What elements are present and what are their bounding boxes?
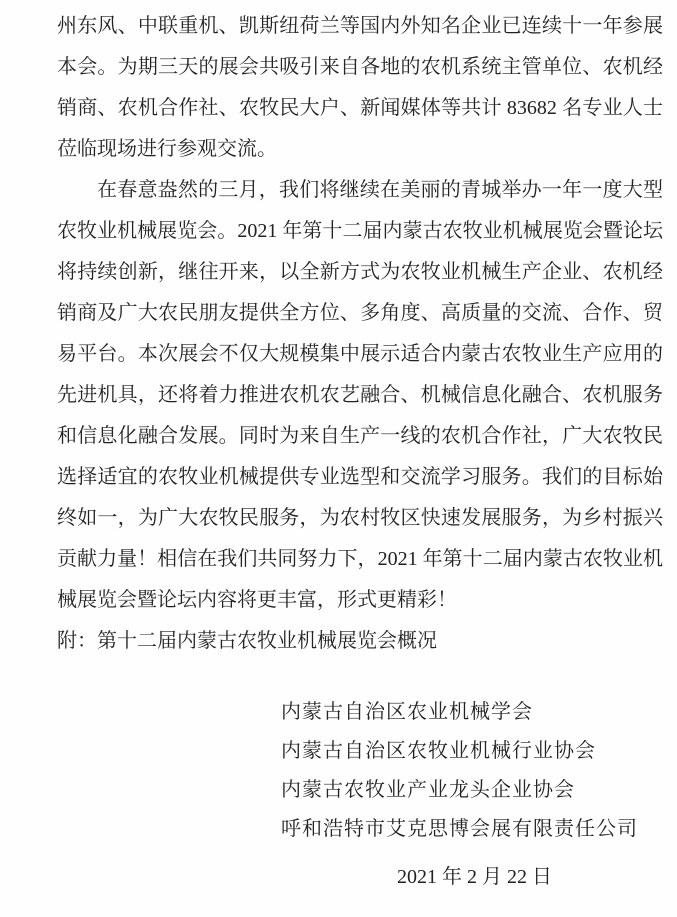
attachment-note: 附：第十二届内蒙古农牧业机械展览会概况	[57, 630, 437, 652]
document-body	[57, 6, 663, 662]
signature-block	[281, 693, 638, 849]
document-date: 2021 年 2 月 22 日	[397, 866, 552, 888]
signatory-association-1: 内蒙古自治区农业机械学会	[281, 701, 533, 723]
signatory-company: 呼和浩特市艾克思博会展有限责任公司	[281, 818, 638, 840]
signatory-association-3: 内蒙古农牧业产业龙头企业协会	[281, 779, 575, 801]
signatory-association-2: 内蒙古自治区农牧业机械行业协会	[281, 740, 596, 762]
paragraph-main: 在春意盎然的三月，我们将继续在美丽的青城举办一年一度大型农牧业机械展览会。2021 年第十二届内蒙古农牧业机械展览会暨论坛将持续创新，继往开来，以全新方式为农牧业机械生产企业、农机经销商及广大农民朋友提供全方位、多角度、高质量的交流、合作、贸易平台。本次展会不仅大规模集中展示适合内蒙古农牧业生产应用的先进机具，还将着力推进农机农艺融合、机械信息化融合、农机服务和信息化融合发展。同时为来自生产一线的农机合作社，广大农牧民选择适宜的农牧业机械提供专业选型和交流学习服务。我们的目标始终如一，为广大农牧民服务，为农村牧区快速发展服务，为乡村振兴贡献力量！相信在我们共同努力下，2021 年第十二届内蒙古农牧业机械展览会暨论坛内容将更丰富，形式更精彩！	[57, 179, 663, 611]
paragraph-continued: 州东风、中联重机、凯斯纽荷兰等国内外知名企业已连续十一年参展本会。为期三天的展会共吸引来自各地的农机系统主管单位、农机经销商、农机合作社、农牧民大户、新闻媒体等共计 83682 名专业人士莅临现场进行参观交流。	[57, 15, 663, 160]
